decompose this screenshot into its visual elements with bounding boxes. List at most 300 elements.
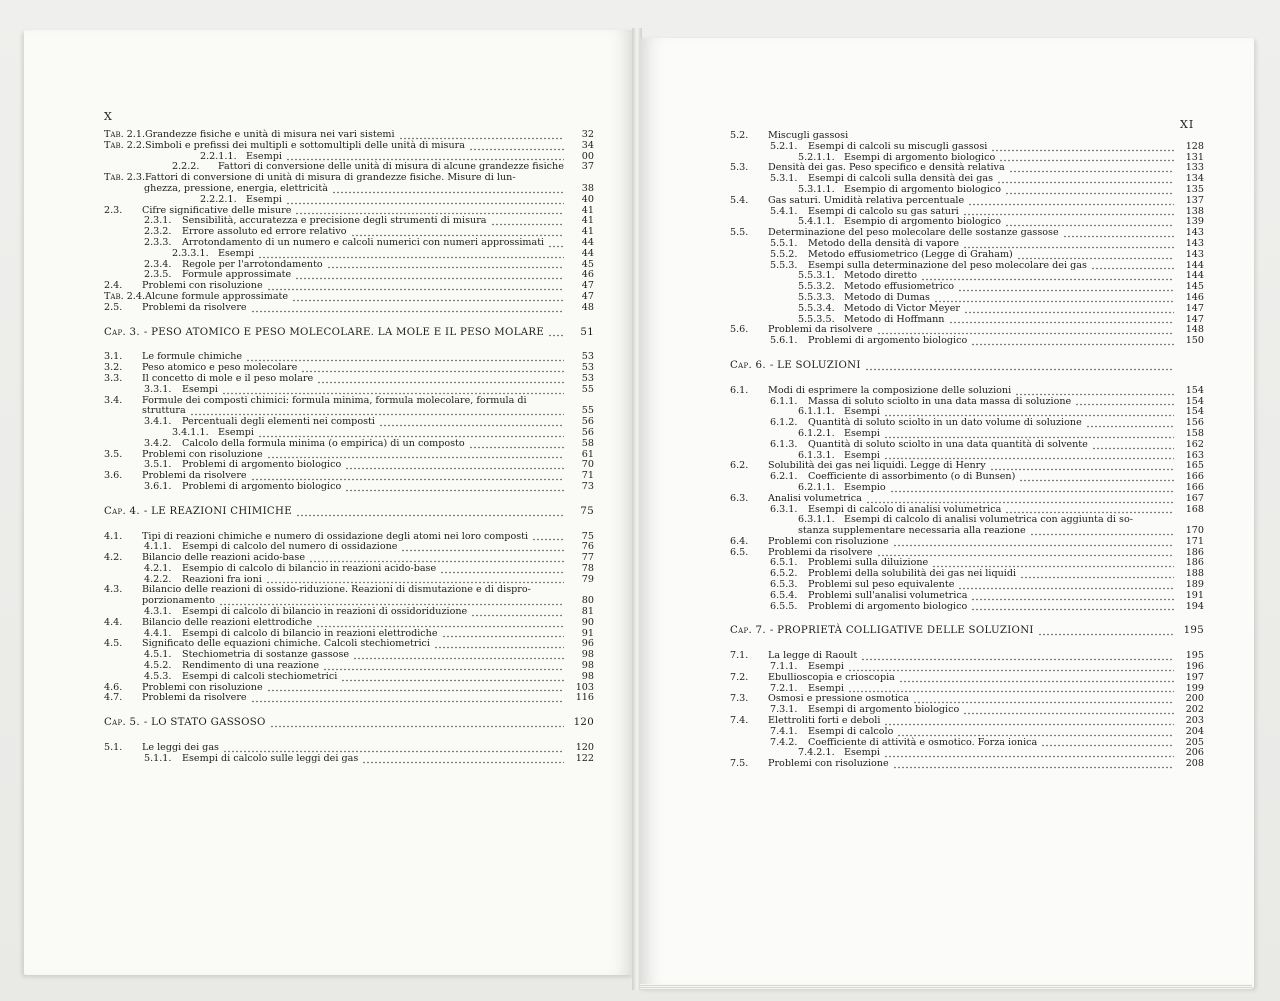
toc-title: Quantità di soluto sciolto in una data quantità di solvente (808, 438, 1088, 450)
toc-section-number: 7.4. (730, 715, 749, 727)
toc-entry (104, 650, 594, 661)
toc-leader-dots (548, 327, 564, 337)
toc-title: Peso atomico e peso molecolare (142, 362, 298, 374)
toc-title: Esempi di calcoli su miscugli gassosi (808, 140, 988, 152)
toc-title: Problemi di argomento biologico (182, 459, 342, 471)
toc-section-number: 5.6. (730, 324, 749, 336)
toc-leader-dots (295, 205, 564, 215)
toc-page-number: 41 (581, 204, 594, 216)
toc-title: Grandezze fisiche e unità di misura nei vari sistemi (145, 129, 395, 140)
toc-entry (730, 142, 1204, 153)
toc-entry (104, 216, 594, 227)
toc-page-number: 46 (581, 269, 594, 281)
toc-page-number: 78 (581, 562, 594, 574)
toc-title: Metodo di Hoffmann (844, 313, 945, 325)
toc-section-number: 6.2.1. (770, 471, 798, 483)
toc-leader-dots (997, 174, 1174, 184)
toc-title: Problemi di argomento biologico (808, 335, 968, 347)
toc-entry (104, 754, 594, 765)
toc-page-number: 168 (1185, 503, 1204, 515)
toc-section-number: 6.2.1.1. (798, 481, 835, 493)
toc-leader-dots (345, 482, 564, 492)
toc-section-number: 6.1.3. (770, 438, 798, 450)
toc-title: Fattori di conversione delle unità di misura di alcune grandezze fisiche (218, 161, 564, 173)
toc-section-number: 4.2.1. (144, 562, 172, 574)
toc-page-number: 170 (1185, 525, 1204, 537)
toc-title: Problemi da risolvere (142, 470, 247, 482)
toc-entry (730, 591, 1204, 602)
toc-page-number: 146 (1185, 291, 1204, 303)
toc-title: Osmosi e pressione osmotica (768, 693, 910, 705)
toc-entry (104, 693, 594, 704)
toc-leader-dots (893, 759, 1174, 769)
toc-section-number: 4.1. (104, 530, 123, 542)
toc-spacer (104, 314, 594, 328)
toc-entry (730, 228, 1204, 239)
toc-title: Regole per l'arrotondamento (182, 258, 323, 270)
toc-entry (730, 694, 1204, 705)
toc-title: Metodo effusiometrico (844, 281, 954, 293)
toc-section-number: 5.5.3. (770, 259, 798, 271)
toc-leader-dots (958, 580, 1174, 590)
toc-title: Formule dei composti chimici: formula minima, formula molecolare, formula di (142, 394, 527, 406)
toc-entry (104, 374, 594, 385)
toc-page-number: 98 (581, 649, 594, 661)
left-table-of-contents (104, 130, 594, 765)
toc-section-number: 4.2. (104, 552, 123, 564)
toc-section-number: 7.4.1. (770, 725, 798, 737)
toc-leader-dots (884, 450, 1174, 460)
toc-leader-dots (884, 716, 1174, 726)
toc-page-number: 91 (581, 627, 594, 639)
right-page-number: XI (1180, 118, 1195, 131)
toc-section-number: 4.2.2. (144, 573, 172, 585)
toc-section-number: 7.4.2.1. (798, 747, 835, 759)
toc-spacer (730, 347, 1204, 361)
toc-section-number: Cap. 4. (104, 505, 140, 517)
toc-entry (104, 482, 594, 493)
toc-entry (730, 440, 1204, 451)
toc-entry (104, 450, 594, 461)
toc-page-number: 116 (575, 692, 594, 704)
toc-page-number: 38 (581, 182, 594, 194)
toc-title: Significato delle equazioni chimiche. Calcoli stechiometrici (142, 638, 430, 650)
toc-title: Arrotondamento di un numero e calcoli numerici con numeri approssimati (182, 236, 545, 248)
toc-title: Esempi sulla determinazione del peso molecolare dei gas (808, 259, 1087, 271)
toc-section-number: 3.2. (104, 362, 123, 374)
toc-section-number: 3.4.1. (144, 416, 172, 428)
toc-spacer (104, 518, 594, 532)
toc-title: Calcolo della formula minima (o empirica) di un composto (182, 437, 465, 449)
toc-page-number: 189 (1185, 579, 1204, 591)
toc-page-number: 80 (581, 595, 594, 607)
toc-page-number: 41 (581, 215, 594, 227)
toc-leader-dots (884, 407, 1174, 417)
toc-page-number: 53 (581, 351, 594, 363)
toc-title: Esempi di calcolo di analisi volumetrica con aggiunta di so- (844, 514, 1133, 526)
toc-entry (730, 673, 1204, 684)
toc-section-number: 5.5.2. (770, 248, 798, 260)
toc-leader-dots (963, 705, 1174, 715)
toc-title: Esempio di argomento biologico (844, 216, 1002, 228)
toc-leader-dots (286, 195, 564, 205)
page-edges (640, 984, 1252, 990)
toc-leader-dots (292, 292, 564, 302)
toc-section-number: 5.4. (730, 194, 749, 206)
toc-leader-dots (1019, 472, 1174, 482)
toc-title: Problemi di argomento biologico (182, 480, 342, 492)
toc-section-number: 4.5.2. (144, 660, 172, 672)
toc-leader-dots (1005, 185, 1174, 195)
toc-leader-dots (890, 483, 1174, 493)
toc-title: Problemi da risolvere (142, 692, 247, 704)
toc-section-number: 4.4.1. (144, 627, 172, 639)
toc-section-number: 2.4. (104, 280, 123, 292)
toc-page-number: 128 (1185, 140, 1204, 152)
toc-title: Esempi (844, 449, 880, 461)
toc-leader-dots (963, 206, 1174, 216)
toc-page-number: 98 (581, 660, 594, 672)
toc-section-number: 4.5.1. (144, 649, 172, 661)
toc-title: Esempi di argomento biologico (808, 704, 960, 716)
toc-page-number: 186 (1185, 546, 1204, 558)
toc-leader-dots (267, 449, 564, 459)
toc-leader-dots (1063, 228, 1174, 238)
toc-section-number: 4.6. (104, 681, 123, 693)
toc-title: Reazioni fra ioni (182, 573, 262, 585)
toc-title: Determinazione del peso molecolare delle sostanze gassose (768, 227, 1059, 239)
toc-section-number: 6.4. (730, 535, 749, 547)
toc-section-number: Tab. 2.3. (104, 172, 146, 184)
toc-title: Le leggi dei gas (142, 742, 219, 754)
toc-leader-dots (267, 281, 564, 291)
toc-title: Fattori di conversione di unità di misura di grandezze fisiche. Misure di lun- (145, 172, 516, 184)
toc-chapter-heading (104, 328, 594, 339)
toc-page-number: 137 (1185, 194, 1204, 206)
toc-leader-dots (877, 325, 1174, 335)
toc-entry (730, 325, 1204, 336)
toc-leader-dots (1038, 626, 1174, 636)
toc-leader-dots (1086, 418, 1174, 428)
toc-title: Esempi (808, 661, 844, 673)
toc-leader-dots (219, 596, 564, 606)
toc-section-number: 5.5.3.2. (798, 281, 835, 293)
toc-section-number: 4.7. (104, 692, 123, 704)
toc-page-number: 133 (1185, 162, 1204, 174)
toc-leader-dots (949, 314, 1174, 324)
toc-page-number: 143 (1185, 237, 1204, 249)
toc-entry (730, 580, 1204, 591)
toc-section-number: 6.1.2.1. (798, 427, 835, 439)
toc-leader-dots (251, 693, 564, 703)
right-page (640, 38, 1254, 988)
toc-section-number: 5.4.1.1. (798, 216, 835, 228)
toc-leader-dots (899, 673, 1174, 683)
toc-page-number: 148 (1185, 324, 1204, 336)
toc-leader-dots (893, 537, 1174, 547)
toc-section-number: 7.1. (730, 650, 749, 662)
toc-title: Miscugli gassosi (768, 130, 849, 141)
toc-leader-dots (471, 607, 564, 617)
toc-section-number: 2.5. (104, 301, 123, 313)
toc-leader-dots (971, 601, 1174, 611)
toc-page-number: 191 (1185, 589, 1204, 601)
toc-leader-dots (884, 748, 1174, 758)
toc-section-number: 2.3.5. (144, 269, 172, 281)
toc-leader-dots (440, 564, 564, 574)
toc-title: La legge di Raoult (768, 650, 858, 662)
toc-section-number: 6.3. (730, 492, 749, 504)
toc-leader-dots (442, 628, 564, 638)
toc-entry (730, 250, 1204, 261)
toc-page-number: 147 (1185, 313, 1204, 325)
toc-entry (104, 385, 594, 396)
toc-title: - LO STATO GASSOSO (143, 717, 266, 729)
toc-section-number: 3.6.1. (144, 480, 172, 492)
toc-page-number: 154 (1185, 384, 1204, 396)
toc-entry (104, 639, 594, 650)
toc-title: Esempi di calcolo sulle leggi dei gas (182, 752, 359, 764)
toc-title: Errore assoluto ed errore relativo (182, 226, 347, 238)
toc-section-number: 2.2.1.1. (200, 150, 237, 162)
toc-page-number: 73 (581, 480, 594, 492)
toc-page-number: 00 (581, 150, 594, 162)
toc-spacer (730, 372, 1204, 386)
toc-title: Quantità di soluto sciolto in un dato volume di soluzione (808, 417, 1082, 429)
toc-section-number: 6.5.5. (770, 600, 798, 612)
toc-leader-dots (251, 303, 564, 313)
left-page-number: X (104, 110, 113, 123)
toc-page-number: 154 (1185, 406, 1204, 418)
toc-section-number: 5.6.1. (770, 335, 798, 347)
toc-page-number: 206 (1185, 747, 1204, 759)
toc-page-number: 197 (1185, 671, 1204, 683)
toc-title: Esempi (246, 150, 282, 162)
toc-leader-dots (295, 270, 564, 280)
toc-title: Rendimento di una reazione (182, 660, 320, 672)
toc-title: Le formule chimiche (142, 351, 243, 363)
toc-title: Gas saturi. Umidità relativa percentuale (768, 194, 965, 206)
toc-leader-dots (399, 130, 564, 140)
toc-section-number: 6.5.3. (770, 579, 798, 591)
toc-entry (104, 195, 594, 206)
toc-title: Esempi di argomento biologico (844, 151, 996, 163)
toc-section-number: 5.1. (104, 742, 123, 754)
toc-section-number: 4.1.1. (144, 541, 172, 553)
toc-chapter-heading (730, 361, 1204, 372)
toc-page-number: 186 (1185, 557, 1204, 569)
toc-page-number: 41 (581, 226, 594, 238)
toc-leader-dots (884, 429, 1174, 439)
toc-page-number: 208 (1185, 758, 1204, 770)
toc-title: struttura (142, 405, 186, 417)
toc-leader-dots (286, 151, 564, 161)
toc-title: Esempi di calcolo di analisi volumetrica (808, 503, 1002, 515)
toc-leader-dots (434, 639, 564, 649)
toc-leader-dots (1041, 737, 1174, 747)
toc-leader-dots (301, 363, 564, 373)
toc-title: - PESO ATOMICO E PESO MOLECOLARE. LA MOLE E IL PESO MOLARE (143, 326, 545, 338)
toc-title: Problemi sul peso equivalente (808, 579, 955, 591)
toc-section-number: Cap. 7. (730, 625, 766, 637)
toc-section-number: 2.3. (104, 204, 123, 216)
toc-section-number: 3.3.1. (144, 383, 172, 395)
toc-section-number: 3.5. (104, 448, 123, 460)
toc-title: Problemi con risoluzione (142, 448, 263, 460)
toc-page-number: 76 (581, 541, 594, 553)
toc-title: Problemi da risolvere (768, 546, 873, 558)
toc-page-number: 156 (1185, 417, 1204, 429)
toc-title: Esempio (844, 481, 886, 493)
toc-leader-dots (362, 754, 564, 764)
toc-page-number: 139 (1185, 216, 1204, 228)
toc-page-number: 195 (1183, 625, 1204, 637)
toc-title: Esempi (844, 406, 880, 418)
toc-section-number: 5.3. (730, 162, 749, 174)
toc-title: Percentuali degli elementi nei composti (182, 416, 375, 428)
left-page (24, 30, 634, 975)
toc-section-number: Cap. 5. (104, 717, 140, 729)
toc-title: Tipi di reazioni chimiche e numero di ossidazione degli atomi nei loro composti (142, 530, 529, 542)
toc-entry (730, 304, 1204, 315)
toc-title: Massa di soluto sciolto in una data massa di soluzione (808, 395, 1072, 407)
toc-leader-dots (877, 547, 1174, 557)
toc-leader-dots (921, 271, 1174, 281)
toc-title: Esempi di calcoli sulla densità dei gas (808, 173, 994, 185)
toc-section-number: 6.2. (730, 460, 749, 472)
toc-title: Coefficiente di assorbimento (o di Bunsen) (808, 471, 1016, 483)
toc-title: porzionamento (142, 595, 215, 607)
toc-entry (730, 548, 1204, 559)
toc-leader-dots (341, 672, 564, 682)
toc-title: Problemi della solubilità dei gas nei liquidi (808, 568, 1017, 580)
toc-section-number: 4.5. (104, 638, 123, 650)
toc-leader-dots (1005, 217, 1174, 227)
toc-page-number: 56 (581, 426, 594, 438)
toc-page-number: 162 (1185, 438, 1204, 450)
toc-section-number: 5.4.1. (770, 205, 798, 217)
toc-leader-dots (964, 304, 1174, 314)
toc-leader-dots (190, 406, 564, 416)
toc-page-number: 147 (1185, 302, 1204, 314)
toc-page-number: 32 (581, 129, 594, 140)
toc-entry (104, 439, 594, 450)
toc-spacer (104, 493, 594, 507)
toc-entry (730, 716, 1204, 727)
toc-entry (104, 661, 594, 672)
toc-leader-dots (861, 651, 1174, 661)
toc-leader-dots (848, 662, 1174, 672)
toc-title: Coefficiente di attività e osmotico. Forza ionica (808, 736, 1038, 748)
toc-title: - LE REAZIONI CHIMICHE (143, 505, 292, 517)
toc-leader-dots (309, 553, 564, 563)
toc-leader-dots (323, 661, 564, 671)
toc-entry (104, 249, 594, 260)
toc-section-number: Cap. 3. (104, 326, 140, 338)
toc-entry (730, 336, 1204, 347)
toc-section-number: 6.1.2. (770, 417, 798, 429)
toc-title: ghezza, pressione, energia, elettricità (144, 182, 328, 194)
toc-page-number: 205 (1185, 736, 1204, 748)
toc-section-number: 7.2. (730, 671, 749, 683)
toc-page-number: 144 (1185, 270, 1204, 282)
toc-leader-dots (971, 336, 1174, 346)
toc-section-number: 3.5.1. (144, 459, 172, 471)
toc-page-number: 55 (581, 383, 594, 395)
toc-entry (104, 471, 594, 482)
toc-page-number: 40 (581, 193, 594, 205)
toc-title: Esempi (182, 383, 218, 395)
toc-page-number: 188 (1185, 568, 1204, 580)
toc-title: Esempi (218, 426, 254, 438)
toc-section-number: 3.4.1.1. (172, 426, 209, 438)
toc-title: stanza supplementare necessaria alla reazione (798, 525, 1026, 537)
toc-page-number: 195 (1185, 650, 1204, 662)
toc-section-number: 6.5. (730, 546, 749, 558)
toc-leader-dots (316, 618, 564, 628)
toc-page-number: 98 (581, 670, 594, 682)
toc-section-number: 6.5.2. (770, 568, 798, 580)
toc-section-number: 6.5.4. (770, 589, 798, 601)
toc-page-number: 75 (580, 505, 594, 517)
toc-leader-dots (246, 352, 564, 362)
toc-title: Esempi (844, 427, 880, 439)
toc-leader-dots (991, 142, 1174, 152)
toc-page-number: 200 (1185, 693, 1204, 705)
toc-page-number: 163 (1185, 449, 1204, 461)
toc-title: Problemi con risoluzione (142, 681, 263, 693)
toc-title: Formule approssimate (182, 269, 292, 281)
toc-entry (730, 569, 1204, 580)
toc-leader-dots (999, 152, 1174, 162)
toc-leader-dots (971, 591, 1174, 601)
toc-leader-dots (469, 141, 564, 151)
toc-title: Simboli e prefissi dei multipli e sottomultipli delle unità di misura (145, 139, 465, 151)
toc-chapter-heading (104, 507, 594, 518)
toc-title: Problemi con risoluzione (142, 280, 263, 292)
toc-leader-dots (1009, 163, 1174, 173)
toc-leader-dots (897, 727, 1174, 737)
toc-page-number: 131 (1185, 151, 1204, 163)
toc-title: Esempio di argomento biologico (844, 183, 1002, 195)
toc-section-number: 5.5. (730, 227, 749, 239)
toc-leader-dots (223, 743, 564, 753)
toc-section-number: 6.3.1.1. (798, 514, 835, 526)
toc-section-number: 2.3.1. (144, 215, 172, 227)
toc-section-number: 6.5.1. (770, 557, 798, 569)
toc-leader-dots (1030, 526, 1174, 536)
toc-page-number: 103 (575, 681, 594, 693)
toc-leader-dots (267, 682, 564, 692)
toc-title: Esempi (246, 193, 282, 205)
toc-page-number: 145 (1185, 281, 1204, 293)
toc-section-number: 4.5.3. (144, 670, 172, 682)
toc-entry (730, 651, 1204, 662)
toc-page-number: 120 (575, 742, 594, 754)
toc-section-number: 5.2.1. (770, 140, 798, 152)
toc-section-number: 5.5.3.3. (798, 291, 835, 303)
toc-entry (730, 759, 1204, 770)
toc-section-number: 3.4.2. (144, 437, 172, 449)
toc-page-number: 53 (581, 362, 594, 374)
toc-entry (730, 196, 1204, 207)
toc-section-number: 5.5.3.1. (798, 270, 835, 282)
toc-page-number: 165 (1185, 460, 1204, 472)
toc-section-number: 2.3.2. (144, 226, 172, 238)
toc-page-number: 150 (1185, 335, 1204, 347)
toc-page-number: 90 (581, 616, 594, 628)
toc-page-number: 138 (1185, 205, 1204, 217)
